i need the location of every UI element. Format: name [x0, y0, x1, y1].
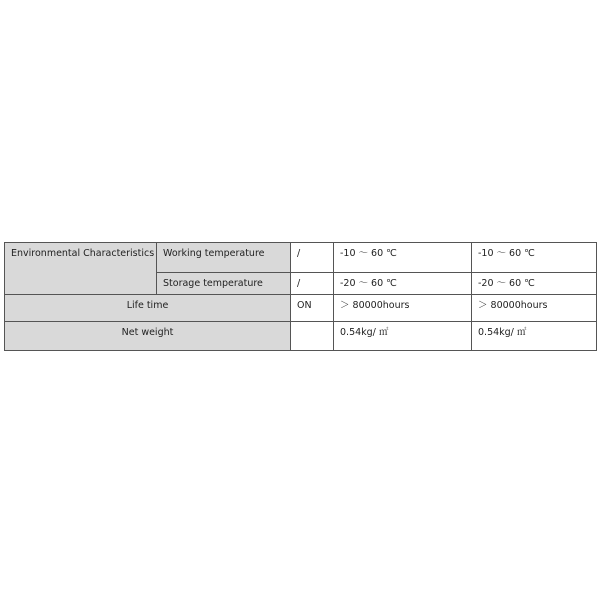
spec-table [4, 242, 597, 351]
storage-temperature-value-b: -20 ～ 60 ℃ [472, 273, 597, 295]
storage-temperature-label: Storage temperature [157, 273, 291, 295]
net-weight-value-a: 0.54kg/ ㎡ [334, 322, 472, 351]
table-row [5, 295, 597, 322]
env-characteristics-label: Environmental Characteristics [5, 243, 157, 295]
storage-temperature-unit: / [291, 273, 334, 295]
net-weight-label: Net weight [5, 322, 291, 351]
life-time-value-b: ＞ 80000hours [472, 295, 597, 322]
net-weight-value-b: 0.54kg/ ㎡ [472, 322, 597, 351]
life-time-value-a: ＞ 80000hours [334, 295, 472, 322]
working-temperature-value-a: -10 ～ 60 ℃ [334, 243, 472, 273]
working-temperature-label: Working temperature [157, 243, 291, 273]
life-time-label: Life time [5, 295, 291, 322]
net-weight-unit [291, 322, 334, 351]
life-time-unit: ON [291, 295, 334, 322]
storage-temperature-value-a: -20 ～ 60 ℃ [334, 273, 472, 295]
working-temperature-value-b: -10 ～ 60 ℃ [472, 243, 597, 273]
table-row [5, 243, 597, 273]
working-temperature-unit: / [291, 243, 334, 273]
table-row [5, 322, 597, 351]
